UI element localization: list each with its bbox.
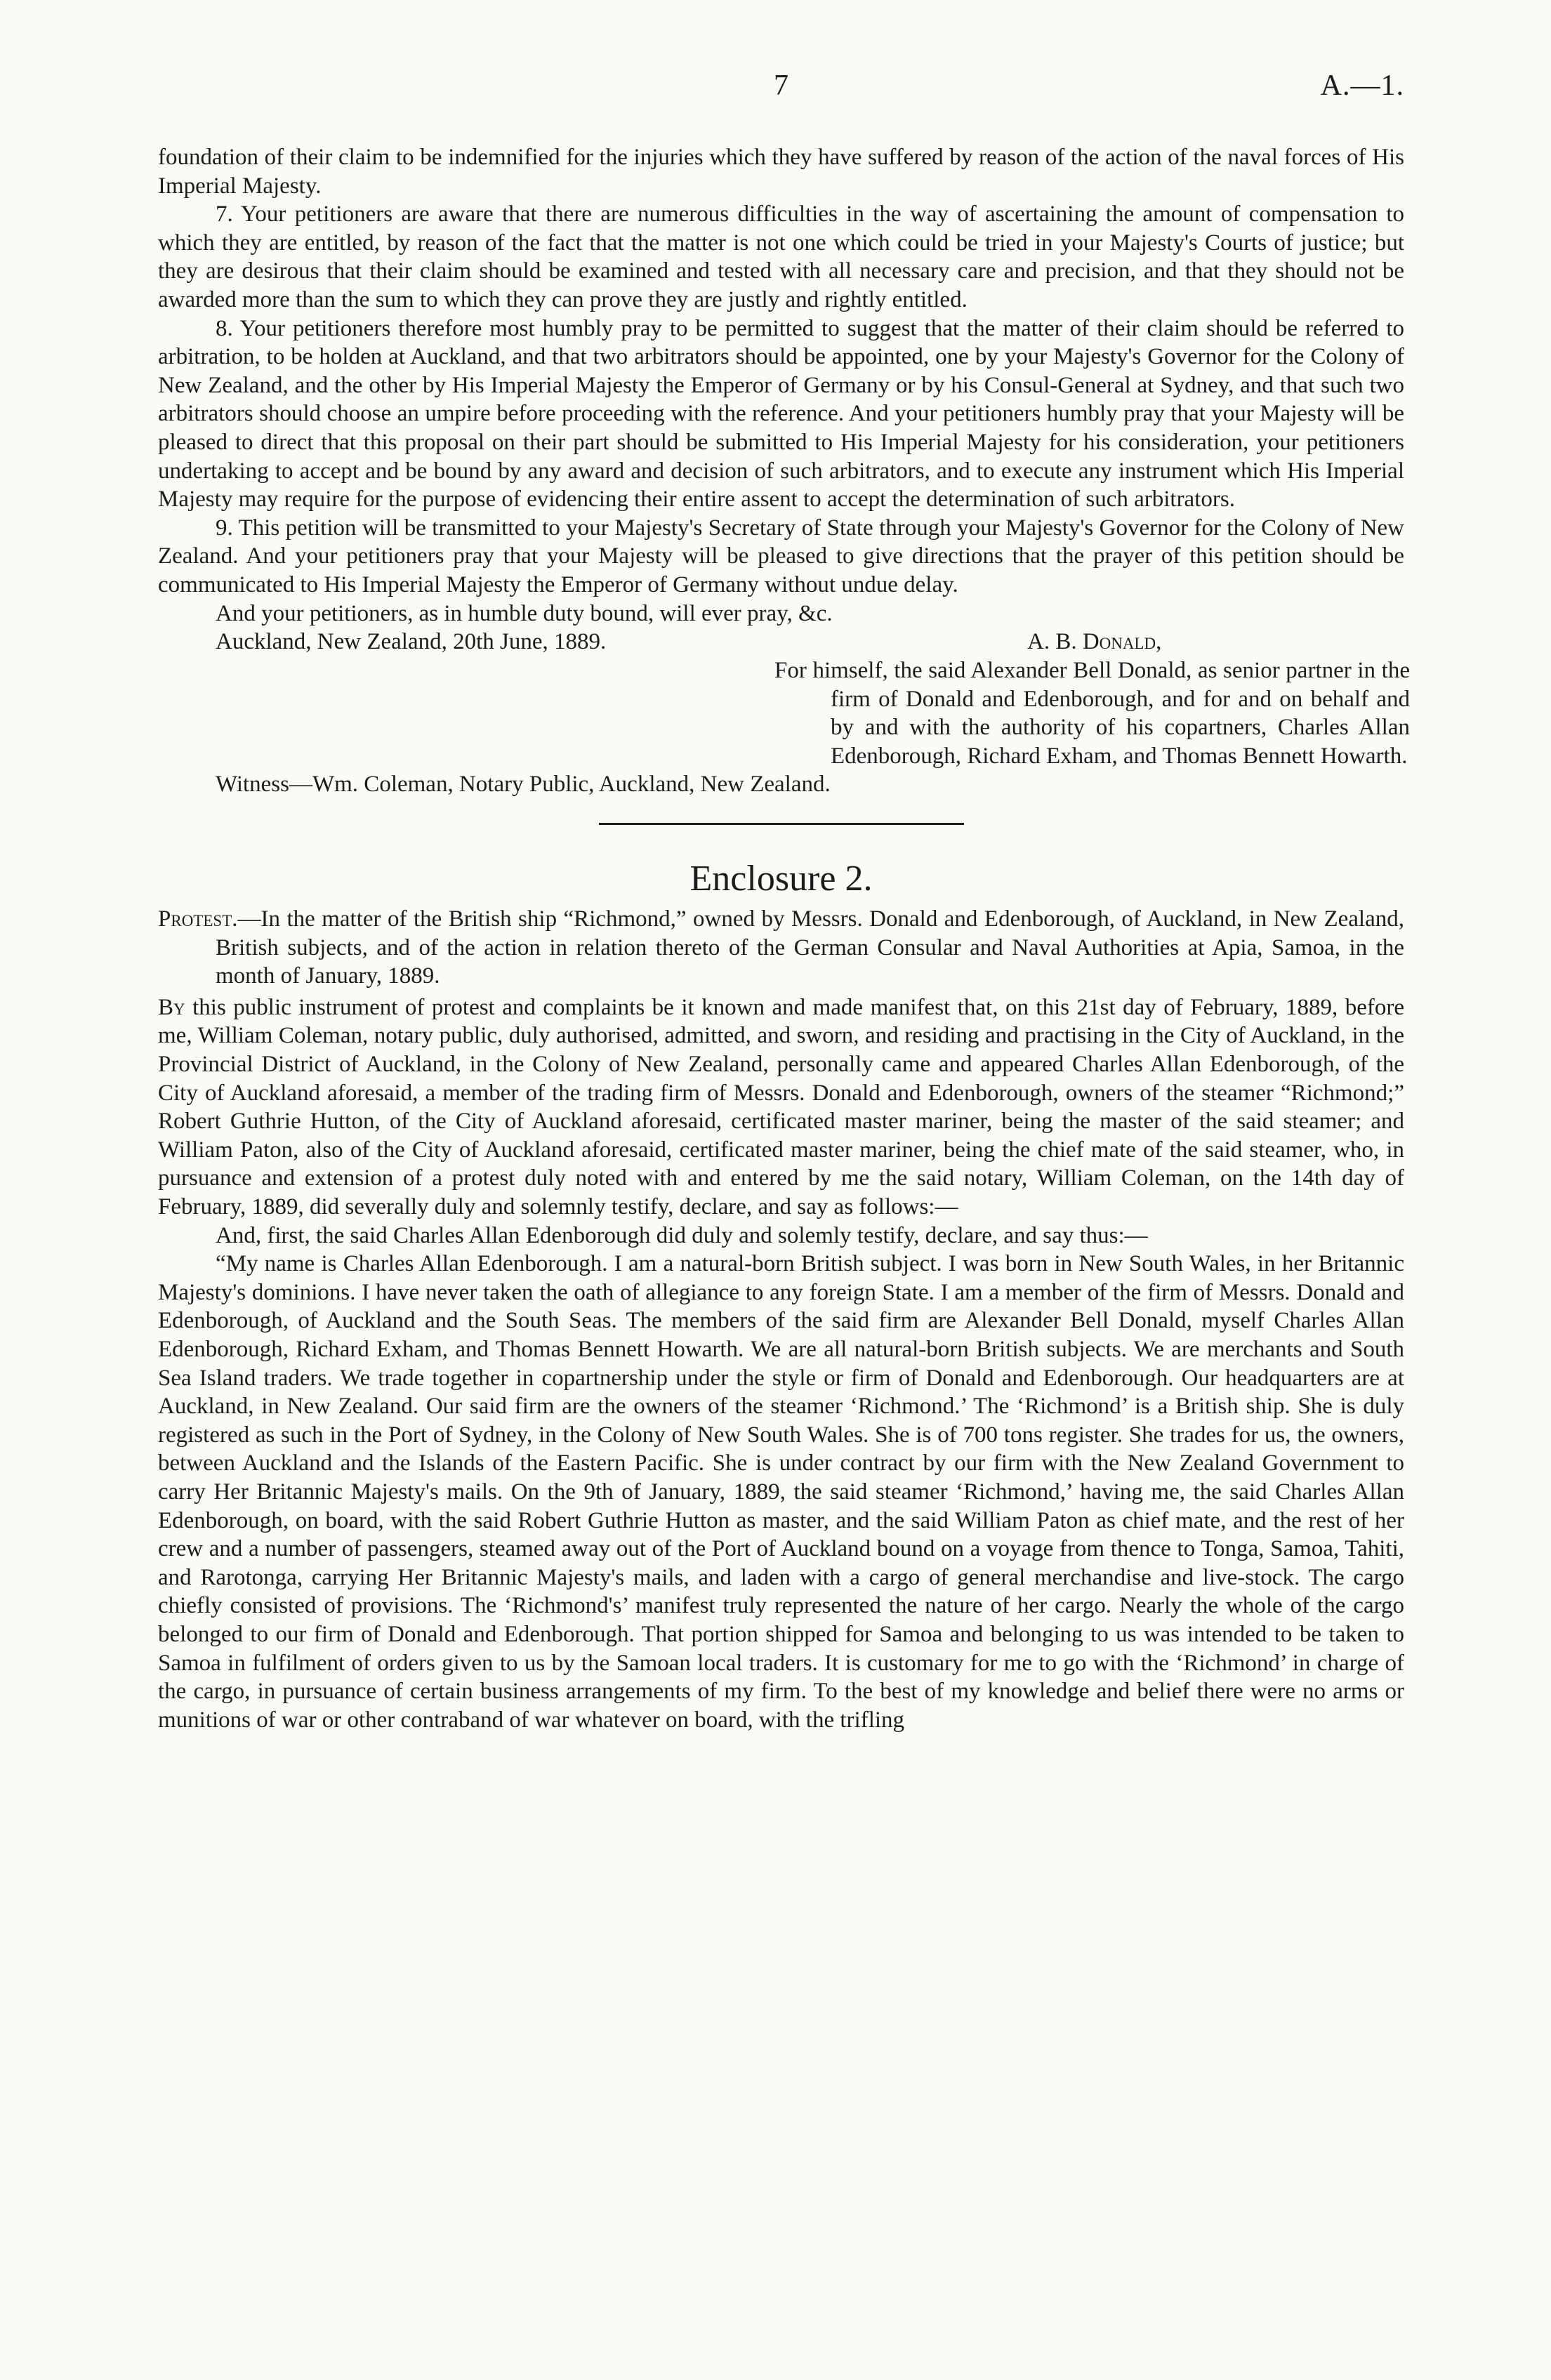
witness-line: Witness—Wm. Coleman, Notary Public, Auckland, New Zealand. bbox=[216, 772, 831, 798]
first-testimony-intro: And, first, the said Charles Allan Edenborough did duly and solemly testify, declare, and say thus:— bbox=[216, 1222, 1148, 1248]
enclosure-title: Enclosure 2. bbox=[689, 859, 873, 899]
protest-label: Protest. bbox=[158, 906, 238, 932]
petition-paragraph-6-continued: foundation of their claim to be indemnified for the injuries which they have suffered by reason of the action of the naval forces of His Imperial Majesty. bbox=[158, 145, 1404, 199]
place-date: Auckland, New Zealand, 20th June, 1889. bbox=[216, 629, 607, 655]
by-label: By bbox=[158, 994, 185, 1020]
by-text: this public instrument of protest and complaints be it known and made manifest that, on this 21st day of February, 1889, before me, William Coleman, notary public, duly authorised, admitted, and sworn, and residing and practising in the City of Auckland, in the Provincial District of Auckland, in the Colony of New Zealand, personally came and appeared Charles Allan Edenborough, of the City of Auckland aforesaid, a member of the trading firm of Messrs. Donald and Edenborough, owners of the steamer “Richmond;” Robert Guthrie Hutton, of the City of Auckland aforesaid, certificated master mariner, being the master of the said steamer; and William Paton, also of the City of Auckland aforesaid, certificated master mariner, being the chief mate of the said steamer, who, in pursuance and extension of a protest duly noted with and entered by me the said notary, William Coleman, on the 14th day of February, 1889, did severally duly and solemnly testify, declare, and say as follows:— bbox=[158, 994, 1404, 1219]
section-divider bbox=[599, 823, 964, 825]
petition-paragraph-7: 7. Your petitioners are aware that there are numerous difficulties in the way of ascertaining the amount of compensation to which they are entitled, by reason of the fact that the matter is not one which could be tried in your Majesty's Courts of justice; but they are desirous that their claim should be examined and tested with all necessary care and precision, and that they should not be awarded more than the sum to which they can prove they are justly and rightly entitled. bbox=[158, 201, 1404, 312]
petition-paragraph-9: 9. This petition will be transmitted to your Majesty's Secretary of State through your Majesty's Governor for the Colony of New Zealand. And your petitioners pray that your Majesty will be pleased to give directions that the prayer of this petition should be communicated to His Imperial Majesty the Emperor of Germany without undue delay. bbox=[158, 515, 1404, 597]
protest-text: —In the matter of the British ship “Richmond,” owned by Messrs. Donald and Edenborough, of Auckland, in New Zealand, British subjects, and of the action in relation thereto of the German Consular and Naval Authorities at Apia, Samoa, in the month of January, 1889. bbox=[216, 906, 1404, 989]
page-number: 7 bbox=[774, 70, 788, 102]
page-body bbox=[158, 143, 1410, 1734]
signature-detail: For himself, the said Alexander Bell Donald, as senior partner in the firm of Donald and Edenborough, and for and on behalf and by and with the authority of his copartners, Charles Allan Edenborough, Richard Exham, and Thomas Bennett Howarth. bbox=[774, 658, 1410, 769]
document-reference: A.—1. bbox=[1320, 70, 1404, 102]
petition-paragraph-8: 8. Your petitioners therefore most humbly pray to be permitted to suggest that the matter of their claim should be referred to arbitration, to be holden at Auckland, and that two arbitrators should be appointed, one by your Majesty's Governor for the Colony of New Zealand, and the other by His Imperial Majesty the Emperor of Germany or by his Consul-General at Sydney, and that such two arbitrators should choose an umpire before proceeding with the reference. And your petitioners humbly pray that your Majesty will be pleased to direct that this proposal on their part should be submitted to His Imperial Majesty for his consideration, your petitioners undertaking to accept and be bound by any award and decision of such arbitrators, and to execute any instrument which His Imperial Majesty may require for the purpose of evidencing their entire assent to accept the determination of such arbitrators. bbox=[158, 315, 1404, 513]
protest-instrument bbox=[158, 993, 1404, 1222]
page-header bbox=[158, 69, 1404, 111]
petition-dateline bbox=[216, 628, 1404, 656]
protest-heading bbox=[158, 905, 1404, 991]
signature: A. B. Donald, bbox=[1027, 629, 1162, 655]
edenborough-testimony: “My name is Charles Allan Edenborough. I am a natural-born British subject. I was born in New South Wales, in her Britannic Majesty's dominions. I have never taken the oath of allegiance to any foreign State. I am a member of the firm of Messrs. Donald and Edenborough, of Auckland and the South Seas. The members of the said firm are Alexander Bell Donald, myself Charles Allan Edenborough, Richard Exham, and Thomas Bennett Howarth. We are all natural-born British subjects. We are merchants and South Sea Island traders. We trade together in copartnership under the style or firm of Donald and Edenborough. Our headquarters are at Auckland, in New Zealand. Our said firm are the owners of the steamer ‘Richmond.’ The ‘Richmond’ is a British ship. She is duly registered as such in the Port of Sydney, in the Colony of New South Wales. She is of 700 tons register. She trades for us, the owners, between Auckland and the Islands of the Eastern Pacific. She is under contract by our firm with the New Zealand Government to carry Her Britannic Majesty's mails. On the 9th of January, 1889, the said steamer ‘Richmond,’ having me, the said Charles Allan Edenborough, on board, with the said Robert Guthrie Hutton as master, and the said William Paton as chief mate, and the rest of her crew and a number of passengers, steamed away out of the Port of Auckland bound on a voyage from thence to Tonga, Samoa, Tahiti, and Rarotonga, carrying Her Britannic Majesty's mails, and laden with a cargo of general merchandise and live-stock. The cargo chiefly consisted of provisions. The ‘Richmond's’ manifest truly represented the nature of her cargo. Nearly the whole of the cargo belonged to our firm of Donald and Edenborough. That portion shipped for Samoa and belonging to us was intended to be taken to Samoa in fulfilment of orders given to us by the Samoan local traders. It is customary for me to go with the ‘Richmond’ in charge of the cargo, in pursuance of certain business arrangements of my firm. To the best of my knowledge and belief there were no arms or munitions of war or other contraband of war whatever on board, with the trifling bbox=[158, 1251, 1404, 1733]
petition-closing: And your petitioners, as in humble duty bound, will ever pray, &c. bbox=[216, 600, 833, 626]
